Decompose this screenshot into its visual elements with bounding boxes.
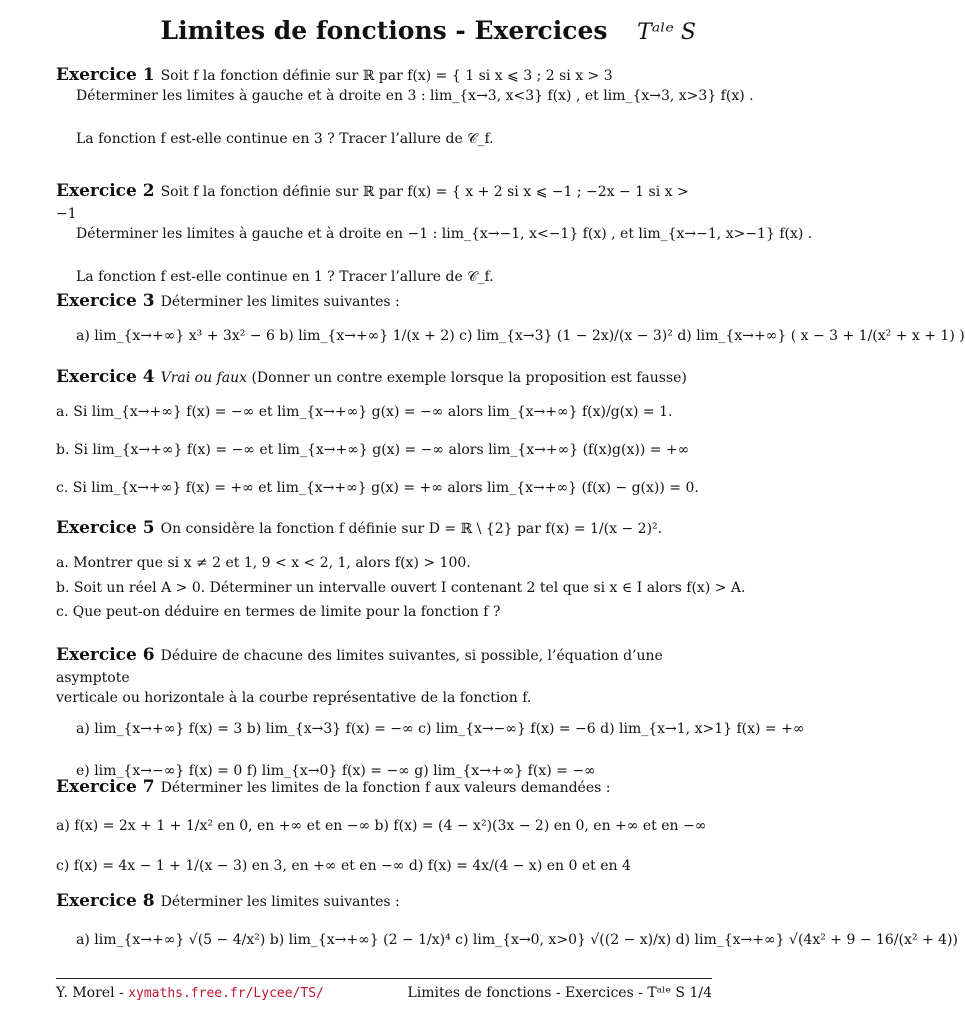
page-footer — [56, 978, 712, 1001]
exercise-6 — [56, 644, 805, 784]
exercise-text: Déterminer les limites de la fonction f aux valeurs demandées : — [160, 780, 611, 796]
page-title: Limites de fonctions - Exercices — [160, 16, 608, 45]
function-row-2: c) f(x) = 4x − 1 + 1/(x − 3) en 3, en +∞ et en −∞ d) f(x) = 4x/(4 − x) en 0 et en 4 — [56, 858, 631, 874]
exercise-text: Déduire de chacune des limites suivantes, si possible, l’équation d’une asymptote — [56, 648, 663, 686]
proposition-b: b. Si lim_{x→+∞} f(x) = −∞ et lim_{x→+∞} g(x) = −∞ alors lim_{x→+∞} (f(x)g(x)) = +∞ — [56, 442, 690, 458]
limit-row-1: a) lim_{x→+∞} f(x) = 3 b) lim_{x→3} f(x) = −∞ c) lim_{x→−∞} f(x) = −6 d) lim_{x→1, x>1} f(x) = +∞ — [76, 721, 805, 737]
exercise-question: La fonction f est-elle continue en 1 ? Tracer l’allure de 𝒞_f. — [76, 269, 494, 285]
question-a: a. Montrer que si x ≠ 2 et 1, 9 < x < 2, 1, alors f(x) > 100. — [56, 555, 471, 571]
exercise-label: Exercice 5 — [56, 518, 155, 538]
exercise-1 — [56, 64, 754, 149]
exercise-text: Soit f la fonction définie sur ℝ par f(x) = { x + 2 si x ⩽ −1 ; −2x − 1 si x > −1 — [56, 184, 689, 222]
proposition-a: a. Si lim_{x→+∞} f(x) = −∞ et lim_{x→+∞} g(x) = −∞ alors lim_{x→+∞} f(x)/g(x) = 1. — [56, 404, 673, 420]
exercise-label: Exercice 2 — [56, 181, 155, 201]
exercise-text: Déterminer les limites suivantes : — [160, 894, 400, 910]
exercise-text-2: verticale ou horizontale à la courbe représentative de la fonction f. — [56, 690, 532, 706]
exercise-question: La fonction f est-elle continue en 3 ? Tracer l’allure de 𝒞_f. — [76, 131, 494, 147]
function-row-1: a) f(x) = 2x + 1 + 1/x² en 0, en +∞ et en −∞ b) f(x) = (4 − x²)(3x − 2) en 0, en +∞ et en −∞ — [56, 818, 707, 834]
exercise-text: (Donner un contre exemple lorsque la proposition est fausse) — [251, 370, 687, 386]
exercise-label: Exercice 6 — [56, 645, 155, 665]
limit-list: a) lim_{x→+∞} √(5 − 4/x²) b) lim_{x→+∞} (2 − 1/x)⁴ c) lim_{x→0, x>0} √((2 − x)/x) d) lim_{x→+∞} √(4x² + 9 − 16/(x² + 4)) — [76, 932, 958, 948]
footer-site-link[interactable]: xymaths.free.fr/Lycee/TS/ — [128, 986, 324, 1001]
vrai-ou-faux: Vrai ou faux — [160, 370, 248, 386]
exercise-label: Exercice 1 — [56, 65, 155, 85]
limit-list: a) lim_{x→+∞} x³ + 3x² − 6 b) lim_{x→+∞} 1/(x + 2) c) lim_{x→3} (1 − 2x)/(x − 3)² d) lim_{x→+∞} ( x − 3 + 1/(x² + x + 1) ) — [76, 328, 965, 344]
exercise-label: Exercice 4 — [56, 367, 155, 387]
footer-author: Y. Morel - — [56, 985, 129, 1001]
exercise-text: Soit f la fonction définie sur ℝ par f(x) = { 1 si x ⩽ 3 ; 2 si x > 3 — [160, 68, 613, 84]
exercise-label: Exercice 8 — [56, 891, 155, 911]
class-level: Tᵃˡᵉ S — [637, 20, 696, 45]
exercise-4 — [56, 366, 712, 501]
exercise-label: Exercice 3 — [56, 291, 155, 311]
question-c: c. Que peut-on déduire en termes de limite pour la fonction f ? — [56, 604, 501, 620]
exercise-label: Exercice 7 — [56, 777, 155, 797]
exercise-question: Déterminer les limites à gauche et à droite en 3 : lim_{x→3, x<3} f(x) , et lim_{x→3, x>3} f(x) . — [76, 88, 754, 104]
proposition-c: c. Si lim_{x→+∞} f(x) = +∞ et lim_{x→+∞} g(x) = +∞ alors lim_{x→+∞} (f(x) − g(x)) = 0. — [56, 480, 699, 496]
exercise-5 — [56, 517, 746, 624]
limit-row-2: e) lim_{x→−∞} f(x) = 0 f) lim_{x→0} f(x) = −∞ g) lim_{x→+∞} f(x) = −∞ — [76, 763, 596, 779]
exercise-text: On considère la fonction f définie sur D = ℝ \ {2} par f(x) = 1/(x − 2)². — [160, 521, 663, 537]
footer-page-info: Limites de fonctions - Exercices - Tᵃˡᵉ S 1/4 — [407, 985, 712, 1001]
exercise-2 — [56, 180, 813, 287]
exercise-text: Déterminer les limites suivantes : — [160, 294, 400, 310]
question-b: b. Soit un réel A > 0. Déterminer un intervalle ouvert I contenant 2 tel que si x ∈ I alors f(x) > A. — [56, 580, 746, 596]
exercise-question: Déterminer les limites à gauche et à droite en −1 : lim_{x→−1, x<−1} f(x) , et lim_{x→−1, x>−1} f(x) . — [76, 226, 813, 242]
exercise-7 — [56, 776, 712, 879]
exercise-3 — [56, 290, 965, 349]
exercise-8 — [56, 890, 958, 953]
